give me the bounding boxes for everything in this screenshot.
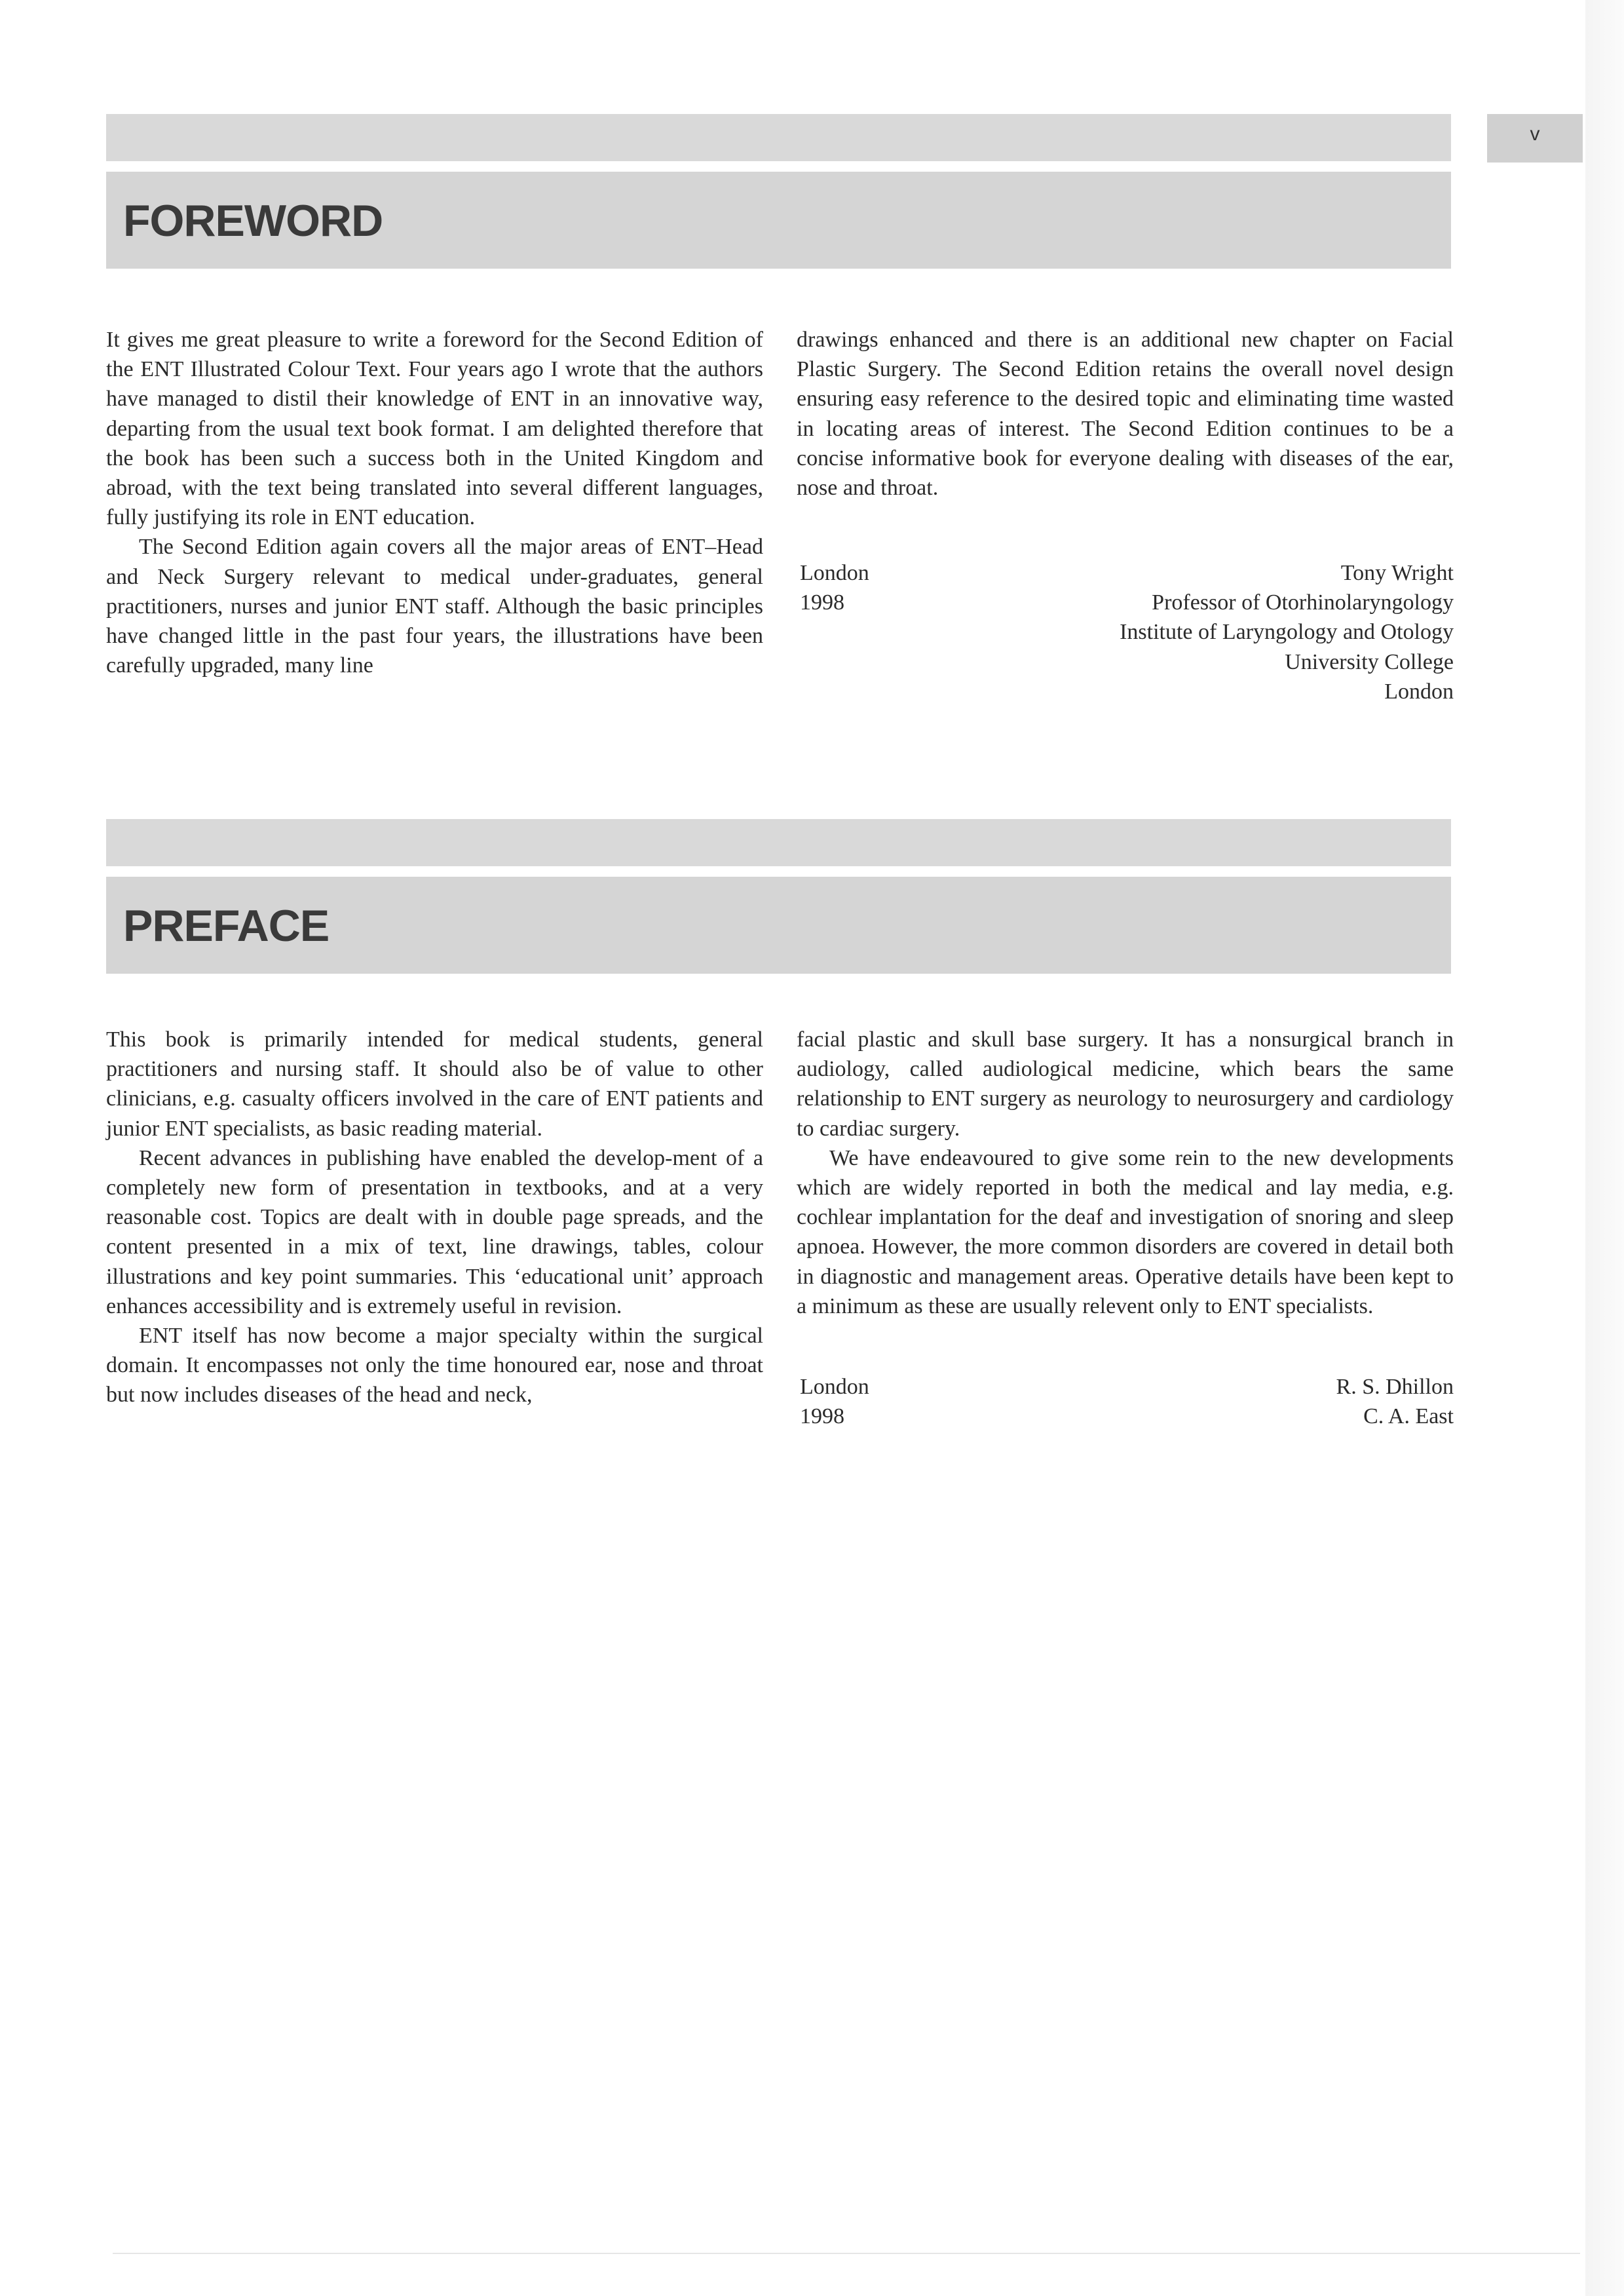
foreword-author-college: University College: [1285, 649, 1454, 674]
foreword-paragraph: The Second Edition again covers all the major areas of ENT–Head and Neck Surgery relevant to medical under-graduates, general practitioners, nurses and junior ENT staff. Although the basic principles have changed little in the past four years, the illustrations have been carefully upgraded, many line: [106, 535, 763, 678]
preface-author-2: C. A. East: [1363, 1404, 1454, 1429]
foreword-place: London: [800, 561, 869, 585]
preface-year: 1998: [800, 1404, 844, 1429]
foreword-paragraph: It gives me great pleasure to write a foreword for the Second Edition of the ENT Illustrated Colour Text. Four years ago I wrote that the authors have managed to distil their knowledge of ENT in an innovative way, departing from the usual text book format. I am delighted therefore that the book has been such a success both in the United Kingdom and abroad, with the text being translated into several different languages, fully justifying its role in ENT education.: [106, 328, 763, 530]
page-number: v: [1530, 123, 1540, 145]
preface-author-1: R. S. Dhillon: [1336, 1375, 1454, 1399]
foreword-author-institute: Institute of Laryngology and Otology: [1120, 620, 1454, 645]
foreword-signature-block: [800, 558, 1454, 709]
preface-paragraph: Recent advances in publishing have enabled the develop-ment of a completely new form of presentation in textbooks, and at a very reasonable cost. Topics are dealt with in double page spreads, and the content presented in a mix of text, line drawings, tables, colour illustrations and key point summaries. This ‘educational unit’ approach enhances accessibility and is extremely useful in revision.: [106, 1145, 763, 1318]
page-number-tab: [1487, 114, 1583, 163]
preface-left-column: [106, 1025, 763, 1410]
preface-paragraph: ENT itself has now become a major specialty within the surgical domain. It encompasses not only the time honoured ear, nose and throat but now includes diseases of the head and neck,: [106, 1324, 763, 1407]
foreword-right-column: [797, 325, 1454, 503]
foreword-decor-band: [106, 114, 1451, 161]
preface-decor-band: [106, 819, 1451, 866]
foreword-paragraph: drawings enhanced and there is an additional new chapter on Facial Plastic Surgery. The Second Edition retains the overall novel design ensuring easy reference to the desired topic and eliminating time wasted in locating areas of interest. The Second Edition continues to be a concise informative book for everyone dealing with diseases of the ear, nose and throat.: [797, 328, 1454, 501]
preface-paragraph: facial plastic and skull base surgery. It has a nonsurgical branch in audiology, called audiological medicine, which bears the same relationship to ENT surgery as neurology to neurosurgery and cardiology to cardiac surgery.: [797, 1027, 1454, 1141]
preface-signature-block: [800, 1372, 1454, 1438]
preface-paragraph: This book is primarily intended for medical students, general practitioners and nursing staff. It should also be of value to other clinicians, e.g. casualty officers involved in the care of ENT patients and junior ENT specialists, as basic reading material.: [106, 1027, 763, 1141]
preface-right-column: [797, 1025, 1454, 1321]
foreword-header-band: [106, 172, 1451, 269]
preface-place: London: [800, 1375, 869, 1399]
foreword-author-name: Tony Wright: [1340, 561, 1454, 585]
foreword-title: FOREWORD: [123, 196, 383, 246]
foreword-author-city: London: [1384, 679, 1454, 704]
foreword-left-column: [106, 325, 763, 680]
preface-header-band: [106, 877, 1451, 974]
foreword-author-title: Professor of Otorhinolaryngology: [1152, 590, 1454, 615]
foreword-year: 1998: [800, 590, 844, 615]
page-bottom-rule: [113, 2253, 1580, 2254]
preface-paragraph: We have endeavoured to give some rein to the new developments which are widely reported in both the medical and lay media, e.g. cochlear implantation for the deaf and investigation of snoring and sleep apnoea. However, the more common disorders are covered in detail both in diagnostic and management areas. Operative details have been kept to a minimum as these are usually relevent only to ENT specialists.: [797, 1145, 1454, 1318]
page-edge-shadow: [1585, 0, 1624, 2296]
preface-title: PREFACE: [123, 901, 330, 951]
